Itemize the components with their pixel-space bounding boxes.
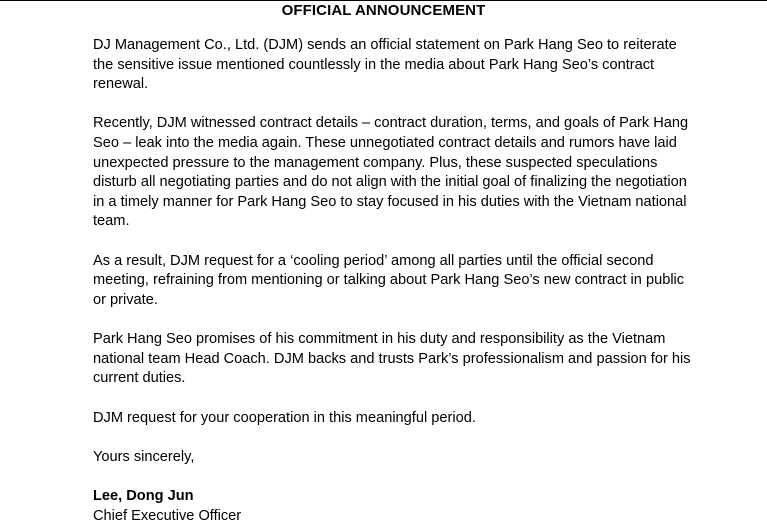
signature-block	[93, 487, 693, 526]
document-title: OFFICIAL ANNOUNCEMENT	[281, 2, 486, 19]
paragraph-leak: Recently, DJM witnessed contract details – contract duration, terms, and goals of Park Hang Seo – leak into the media again. These unnegotiated contract details and rumors have laid unexpected pressure to the management company. Plus, these suspected speculations disturb all negotiating parties and do not align with the initial goal of finalizing the negotiation in a timely manner for Park Hang Seo to stay focused in his duties with the Vietnam national team.	[93, 115, 689, 230]
paragraph-cooling-period: As a result, DJM request for a ‘cooling period’ among all parties until the official second meeting, refraining from mentioning or talking about Park Hang Seo’s new contract in public or private.	[93, 252, 685, 308]
document-body	[93, 36, 693, 526]
paragraph-cooperation: DJM request for your cooperation in this meaningful period.	[93, 409, 476, 426]
signer-name: Lee, Dong Jun	[93, 488, 194, 505]
closing-salutation: Yours sincerely,	[93, 448, 195, 465]
paragraph-commitment: Park Hang Seo promises of his commitment in his duty and responsibility as the Vietnam national team Head Coach. DJM backs and trusts Park’s professionalism and passion for his current duties.	[93, 331, 691, 387]
paragraph-intro: DJ Management Co., Ltd. (DJM) sends an official statement on Park Hang Seo to reiterate the sensitive issue mentioned countlessly in the media about Park Hang Seo’s contract renewal.	[93, 37, 677, 93]
signer-title: Chief Executive Officer	[93, 507, 242, 524]
